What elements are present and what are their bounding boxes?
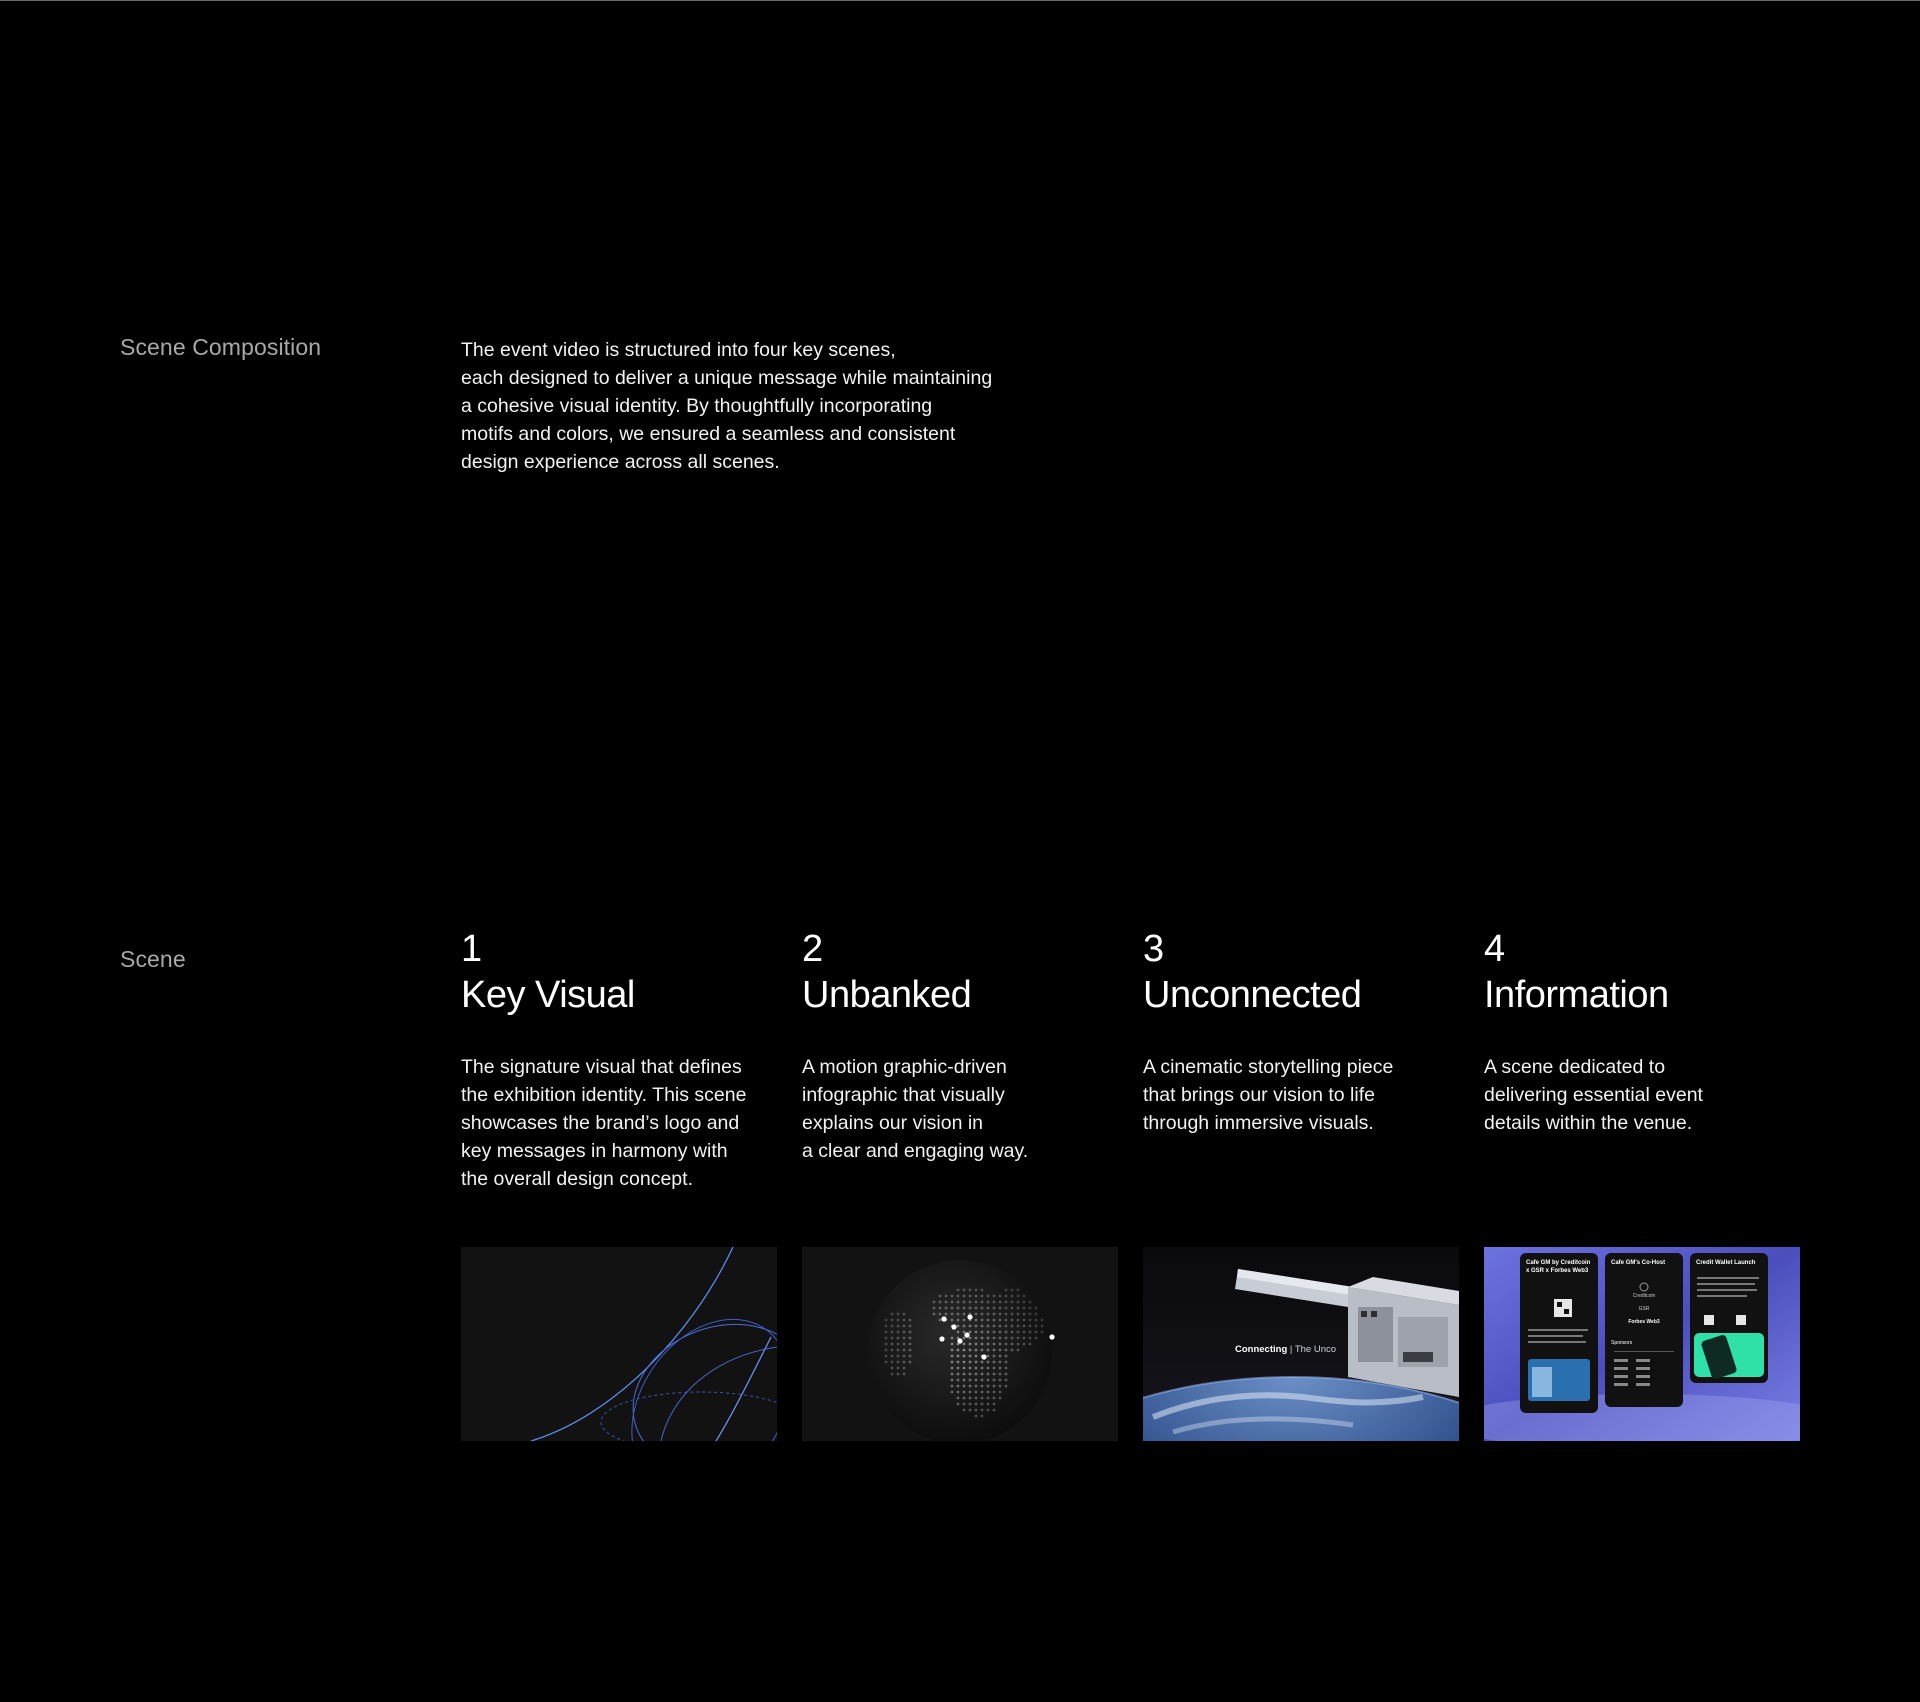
info-card-title: Credit Wallet Launch [1696, 1260, 1756, 1266]
scene-description-line: A motion graphic-driven [802, 1056, 1007, 1078]
scene-title: Key Visual [461, 974, 635, 1016]
top-divider [0, 0, 1920, 1]
scene-number: 3 [1143, 928, 1165, 970]
scene-number: 4 [1484, 928, 1506, 970]
scene-description-line: key messages in harmony with [461, 1140, 728, 1162]
scene-title: Unconnected [1143, 974, 1362, 1016]
info-card-logo: Creditcoin [1632, 1293, 1656, 1299]
info-card-title: Cafe GM by Creditcoin x GSR x Forbes Web3 [1526, 1260, 1591, 1274]
intro-line: motifs and colors, we ensured a seamless and consistent [461, 423, 956, 445]
scene-title: Information [1484, 974, 1669, 1016]
scene-description-line: that brings our vision to life [1143, 1084, 1375, 1106]
scene-description [461, 1053, 781, 1193]
scene-description-line: delivering essential event [1484, 1084, 1703, 1106]
scene-card-information [1484, 926, 1804, 1137]
thumbnail-unbanked[interactable] [802, 1247, 1118, 1441]
scene-description-line: showcases the brand’s logo and [461, 1112, 740, 1134]
scene-card-key-visual [461, 926, 781, 1193]
thumbnail-key-visual[interactable] [461, 1247, 777, 1441]
intro-line: a cohesive visual identity. By thoughtfully incorporating [461, 395, 933, 417]
scene-card-unbanked [802, 926, 1122, 1165]
scene-card-unconnected [1143, 926, 1463, 1137]
section-label-scene: Scene [120, 946, 186, 972]
info-card-logo: GSR [1638, 1306, 1650, 1312]
info-card-logo: Forbes Web3 [1628, 1319, 1660, 1325]
caption-bold: Connecting [1235, 1344, 1288, 1355]
dotted-globe-icon [802, 1247, 1118, 1441]
info-card-title: Cafe GM's Co-Host [1611, 1260, 1666, 1266]
info-card-sponsors-label: Sponsors [1611, 1340, 1633, 1346]
scene-title: Unbanked [802, 974, 972, 1016]
intro-line: each designed to deliver a unique message while maintaining [461, 367, 993, 389]
scene-description [1484, 1053, 1804, 1137]
scene-number: 2 [802, 928, 824, 970]
scene-description-line: the exhibition identity. This scene [461, 1084, 747, 1106]
thumbnail-unconnected[interactable] [1143, 1247, 1459, 1441]
scene-description-line: infographic that visually [802, 1084, 1005, 1106]
scene-description [1143, 1053, 1463, 1137]
intro-paragraph [461, 336, 1081, 476]
scene-description-line: the overall design concept. [461, 1168, 693, 1190]
scene-description-line: The signature visual that defines [461, 1056, 742, 1078]
scene-number: 1 [461, 928, 483, 970]
scene-description-line: explains our vision in [802, 1112, 984, 1134]
scene-description-line: through immersive visuals. [1143, 1112, 1374, 1134]
scene-description-line: A cinematic storytelling piece [1143, 1056, 1394, 1078]
intro-line: design experience across all scenes. [461, 451, 780, 473]
caption-rest: | The Unco [1289, 1344, 1337, 1355]
scene-description [802, 1053, 1122, 1165]
orbit-lines-icon [461, 1247, 777, 1441]
scene-description-line: details within the venue. [1484, 1112, 1693, 1134]
scene-description-line: A scene dedicated to [1484, 1056, 1666, 1078]
section-label-scene-composition: Scene Composition [120, 334, 322, 360]
scene-description-line: a clear and engaging way. [802, 1140, 1029, 1162]
info-cards-icon [1484, 1247, 1800, 1441]
thumbnail-caption [1235, 1344, 1336, 1355]
intro-line: The event video is structured into four key scenes, [461, 339, 896, 361]
thumbnail-information[interactable] [1484, 1247, 1800, 1441]
